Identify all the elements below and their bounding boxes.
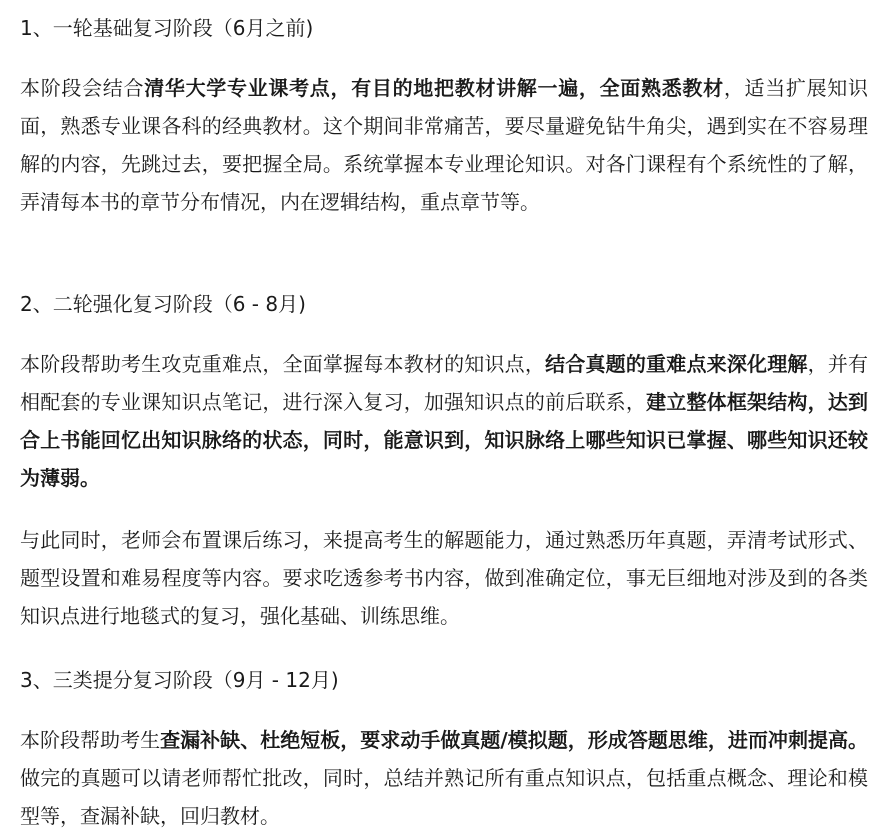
section-2-text-2: ，并有相配套的专业课知识点笔记，进行深入复习，加强知识点的前后联系， bbox=[20, 352, 869, 414]
section-1-text-2: ，适当扩展知识面，熟悉专业课各科的经典教材。这个期间非常痛苦，要尽量避免钻牛角尖，遇到实在不容易理解的内容，先跳过去，要把握全局。系统掌握本专业理论知识。对各门课程有个系统性的了解，弄清每本书的章节分布情况，内在逻辑结构，重点章节等。 bbox=[20, 76, 869, 214]
section-3-bold-1: 查漏补缺、杜绝短板，要求动手做真题/模拟题，形成答题思维，进而冲刺提高。 bbox=[160, 728, 869, 752]
section-1-bold-1: 清华大学专业课考点，有目的地把教材讲解一遍，全面熟悉教材 bbox=[144, 76, 724, 100]
section-2-text-1: 本阶段帮助考生攻克重难点，全面掌握每本教材的知识点， bbox=[20, 352, 546, 376]
section-2-bold-1: 结合真题的重难点来深化理解 bbox=[545, 352, 808, 376]
section-3-text-1: 本阶段帮助考生 bbox=[20, 728, 161, 752]
section-2-heading: 2、二轮强化复习阶段（6 - 8月) bbox=[20, 292, 306, 316]
section-1-heading: 1、一轮基础复习阶段（6月之前) bbox=[20, 16, 314, 40]
section-1-text-1: 本阶段会结合 bbox=[20, 76, 145, 100]
section-2-paragraph-2: 与此同时，老师会布置课后练习，来提高考生的解题能力，通过熟悉历年真题，弄清考试形式、题型设置和难易程度等内容。要求吃透参考书内容，做到准确定位，事无巨细地对涉及到的各类知识点进行地毯式的复习，强化基础、训练思维。 bbox=[20, 528, 868, 628]
section-1-paragraph bbox=[20, 69, 868, 221]
section-2-bold-2: 建立整体框架结构，达到合上书能回忆出知识脉络的状态，同时，能意识到，知识脉络上哪些知识已掌握、哪些知识还较为薄弱。 bbox=[20, 390, 869, 490]
section-2-paragraph-1 bbox=[20, 345, 868, 497]
section-3-heading: 3、三类提分复习阶段（9月 - 12月) bbox=[20, 668, 339, 692]
section-3-paragraph bbox=[20, 721, 868, 835]
section-3-text-2: 做完的真题可以请老师帮忙批改，同时，总结并熟记所有重点知识点，包括重点概念、理论和模型等，查漏补缺，回归教材。 bbox=[20, 766, 868, 828]
